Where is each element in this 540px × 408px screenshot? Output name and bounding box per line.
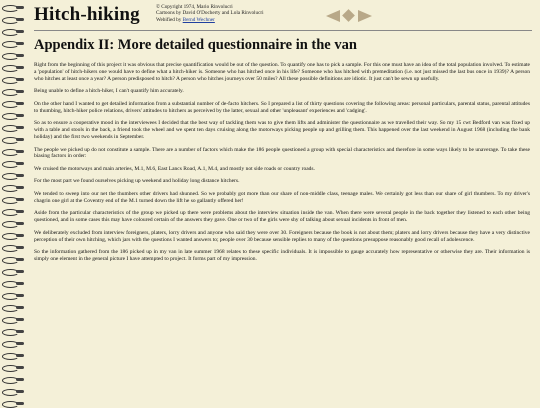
page-header [34,2,534,30]
paragraph: Aside from the particular characteristics of the group we picked up there were problems about the interview situation inside the van. When there were several people in the back together they listened to each other being questioned, and in some cases this may have coloured certain of the answers they gave. One or two of the girls were shy of talking about sexual incidents in front of men. [34,210,530,224]
binding-ring [2,28,28,35]
binding-ring [2,256,28,263]
paragraph: We deliberately excluded from interview foreigners, platers, lorry drivers and anyone who said they were over 30. Foreigners because the book is not about them; platers and lorry drivers because they have a very distinctive perception of their own hitching, which jars with the questions I wanted answers to; people over 30 because sensible replies to many of the questions presuppose reasonably good recall of adolescence. [34,229,530,243]
binding-ring [2,76,28,83]
paragraph: Right from the beginning of this project it was obvious that precise quantification would be out of the question. To quantify one has to pick a sample. For this one must have an idea of the total population involved. To estimate a 'population' of hitch-hikers one would have to define what a hitch-hiker is. Someone who has hitched once in his life? Someone who has hitched with premeditation (i.e. not just missed the last bus once in 1939)? A person who hitches at least once a year? A person predisposed to hitch? A person who hitches journeys over 50 miles? All these possible definitions are idiotic. It just can't be sewn up usefully. [34,62,530,82]
binding-ring [2,148,28,155]
binding-ring [2,4,28,11]
binding-ring [2,340,28,347]
page-navigation [324,7,384,25]
spiral-binding [0,0,30,405]
binding-ring [2,40,28,47]
arrow-left-icon[interactable] [326,10,340,22]
page-content [34,0,534,405]
binding-ring [2,316,28,323]
binding-ring [2,220,28,227]
binding-ring [2,184,28,191]
cartoons-credit: Cartoons by David O'Docherty and Lola Rinvolucri [156,10,264,17]
header-divider [34,30,532,31]
binding-ring [2,232,28,239]
binding-ring [2,124,28,131]
paragraph: So the information gathered from the 186 picked up in my van in late summer 1968 relates to these specific individuals. It is impossible to gauge accurately how representative or otherwise they are. Their information is simply one element in the general picture I have attempted to project. It forms part of my impression. [34,249,530,263]
credits [156,4,264,23]
body-text [34,62,534,263]
binding-ring [2,244,28,251]
binding-ring [2,280,28,287]
site-title: Hitch-hiking [34,4,140,25]
binding-ring [2,16,28,23]
binding-ring [2,112,28,119]
arrow-right-icon[interactable] [358,10,372,22]
binding-ring [2,376,28,383]
binding-ring [2,100,28,107]
binding-ring [2,364,28,371]
binding-ring [2,292,28,299]
binding-ring [2,136,28,143]
binding-ring [2,88,28,95]
binding-ring [2,304,28,311]
binding-ring [2,196,28,203]
binding-ring [2,400,28,407]
paragraph: On the other hand I wanted to get detailed information from a substantial number of de-facto hitchers. So I prepared a list of thirty questions covering the following areas: personal particulars, parental status, parental attitudes to thumbing, hitch-hiker police relations, drivers' attitudes to hitchers as perceived by the latter, sexual and other 'unpleasant' experiences and 'cadging'. [34,100,530,114]
binding-ring [2,268,28,275]
paragraph: The people we picked up do not constitute a sample. There are a number of factors which make the 186 people questioned a group with special characteristics and therefore in some ways likely to be unaverage. To take these biasing factors in order: [34,146,530,160]
binding-ring [2,352,28,359]
webified-prefix: Webified by [156,16,183,23]
binding-ring [2,52,28,59]
page-title: Appendix II: More detailed questionnaire in the van [34,37,357,53]
copyright-text: © Copyright 1974, Mario Rinvolucri [156,4,233,10]
paragraph: So as to ensure a cooperative mood in the interviewees I decided that the best way of tackling them was to give them lifts and administer the questionnaire as we travelled their way. So my 15 cwt Bedford van was fixed up with a table and stools in the back, a friend took the wheel and we spent ten days cruising along the motorways picking people up and grilling them. This happened over the last weekend in August 1968 (including the bank holiday) and the first two weekends in September. [34,120,530,141]
binding-ring [2,172,28,179]
diamond-icon[interactable] [342,9,355,22]
paragraph: We tended to sweep into our net the thumbers other drivers had shunned. So we probably got more than our share of non-middle class, teenage males. We certainly got less than our share of girl thumbers. To my driver's chagrin one girl at the Coventry end of the M.1 turned down the lift he so gallantly offered her! [34,190,530,204]
binding-ring [2,208,28,215]
binding-ring [2,328,28,335]
binding-ring [2,388,28,395]
binding-ring [2,160,28,167]
webified-credit [156,17,264,23]
webified-author-link[interactable]: Bernd Wechner [182,16,215,23]
paragraph: For the most part we found ourselves picking up weekend and holiday long distance hitchers. [34,178,240,185]
paragraph: We cruised the motorways and main arteries, M.1, M.6, East Lancs Road, A.1, M.4, and mostly not side roads or country roads. [34,165,315,172]
binding-ring [2,64,28,71]
paragraph: Being unable to define a hitch-hiker, I can't quantify him accurately. [34,88,184,95]
